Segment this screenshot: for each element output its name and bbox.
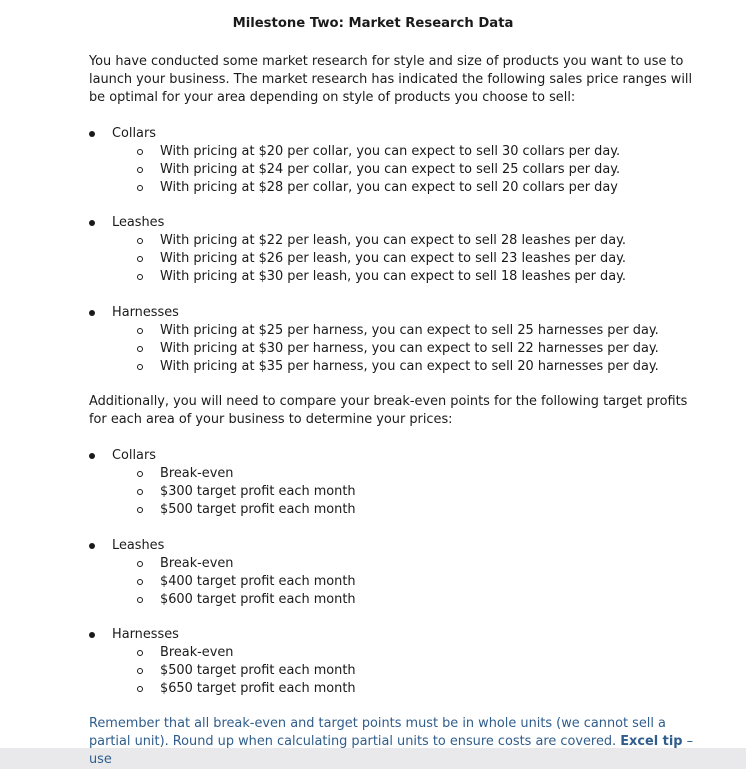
bullet-label: Collars — [112, 126, 156, 141]
sub-bullet-text: With pricing at $25 per harness, you can expect to sell 25 harnesses per day. — [160, 323, 659, 338]
bullet-label: Harnesses — [112, 305, 179, 320]
circle-bullet-icon — [137, 507, 143, 513]
sub-bullet-text: With pricing at $26 per leash, you can expect to sell 23 leashes per day. — [160, 251, 626, 266]
bullet-label: Leashes — [112, 538, 165, 553]
sub-bullet-text: Break-even — [160, 466, 234, 481]
circle-bullet-icon — [137, 346, 143, 352]
circle-bullet-icon — [137, 167, 143, 173]
bullet-dot-icon — [89, 310, 95, 316]
circle-bullet-icon — [137, 686, 143, 692]
bullet-dot-icon — [89, 632, 95, 638]
sub-bullet-text: $650 target profit each month — [160, 681, 356, 696]
cropped-heading-fragment — [340, 0, 400, 3]
intro-paragraph: You have conducted some market research for style and size of products you want to use to launch your business. The market research has indicated the following sales price ranges will be optimal for your area depending on style of products you choose to sell: — [89, 54, 693, 105]
bullet-label: Leashes — [112, 215, 165, 230]
sub-bullet-text: Break-even — [160, 556, 234, 571]
sub-bullet-text: Break-even — [160, 645, 234, 660]
sub-bullet-text: $500 target profit each month — [160, 663, 356, 678]
circle-bullet-icon — [137, 561, 143, 567]
circle-bullet-icon — [137, 149, 143, 155]
bullet-dot-icon — [89, 131, 95, 137]
sub-bullet-text: $500 target profit each month — [160, 502, 356, 517]
bullet-label: Collars — [112, 448, 156, 463]
bullet-label: Harnesses — [112, 627, 179, 642]
page-title: Milestone Two: Market Research Data — [232, 16, 514, 31]
sub-bullet-text: With pricing at $30 per harness, you can expect to sell 22 harnesses per day. — [160, 341, 659, 356]
sub-bullet-text: With pricing at $35 per harness, you can expect to sell 20 harnesses per day. — [160, 359, 659, 374]
circle-bullet-icon — [137, 328, 143, 334]
sub-bullet-text: With pricing at $28 per collar, you can expect to sell 20 collars per day — [160, 180, 618, 195]
circle-bullet-icon — [137, 256, 143, 262]
bullet-dot-icon — [89, 220, 95, 226]
excel-tip-rest: – use — [89, 734, 694, 767]
circle-bullet-icon — [137, 489, 143, 495]
bullet-dot-icon — [89, 543, 95, 549]
sub-bullet-text: $600 target profit each month — [160, 592, 356, 607]
bullet-dot-icon — [89, 453, 95, 459]
sub-bullet-text: $400 target profit each month — [160, 574, 356, 589]
reminder-paragraph — [89, 715, 709, 769]
sub-bullet-text: With pricing at $30 per leash, you can expect to sell 18 leashes per day. — [160, 269, 626, 284]
circle-bullet-icon — [137, 597, 143, 603]
circle-bullet-icon — [137, 471, 143, 477]
circle-bullet-icon — [137, 364, 143, 370]
sub-bullet-text: $300 target profit each month — [160, 484, 356, 499]
circle-bullet-icon — [137, 185, 143, 191]
excel-tip-label: Excel tip — [620, 734, 683, 749]
circle-bullet-icon — [137, 238, 143, 244]
additional-paragraph: Additionally, you will need to compare your break-even points for the following target profits for each area of your business to determine your prices: — [89, 394, 688, 427]
circle-bullet-icon — [137, 668, 143, 674]
circle-bullet-icon — [137, 650, 143, 656]
sub-bullet-text: With pricing at $24 per collar, you can expect to sell 25 collars per day. — [160, 162, 621, 177]
sub-bullet-text: With pricing at $22 per leash, you can expect to sell 28 leashes per day. — [160, 233, 626, 248]
reminder-text: Remember that all break-even and target points must be in whole units (we cannot sell a partial unit). Round up when calculating partial units to ensure costs are covered. — [89, 716, 666, 749]
sub-bullet-text: With pricing at $20 per collar, you can expect to sell 30 collars per day. — [160, 144, 621, 159]
circle-bullet-icon — [137, 579, 143, 585]
circle-bullet-icon — [137, 274, 143, 280]
